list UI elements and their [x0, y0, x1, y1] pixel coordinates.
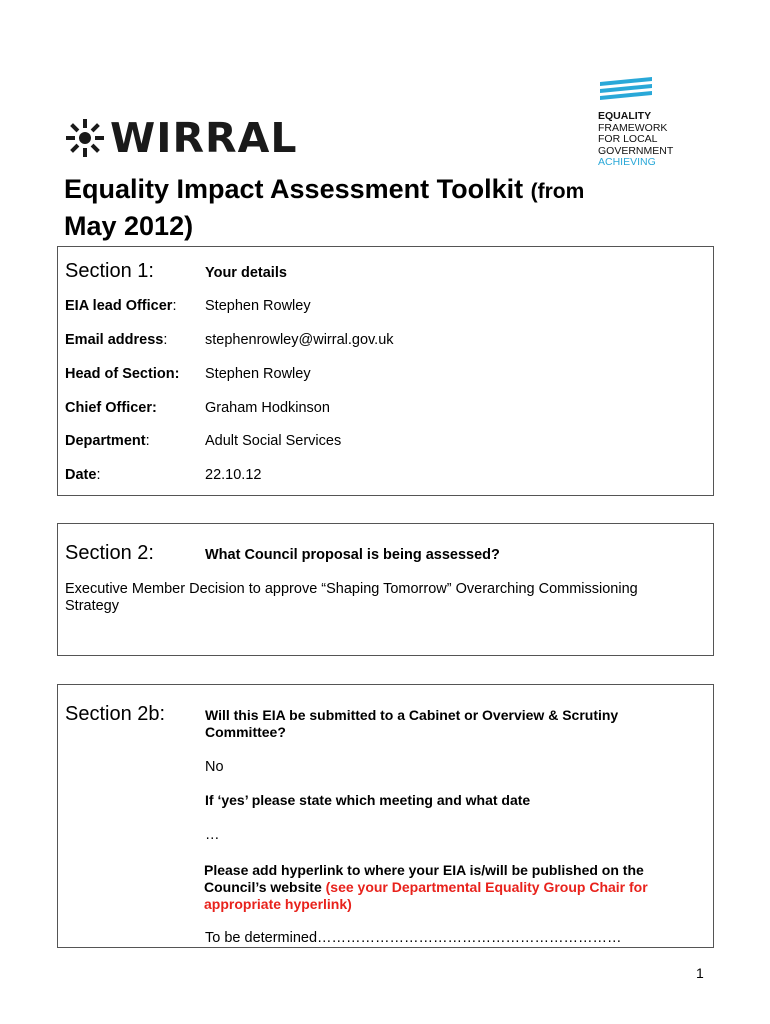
- hyperlink-note-red: (see your Departmental Equality Group Chair for: [325, 879, 648, 895]
- hyperlink-note-red-2: appropriate hyperlink): [204, 896, 352, 912]
- head-of-section-value: Stephen Rowley: [205, 366, 311, 382]
- eia-lead-officer-label: EIA lead Officer:: [65, 298, 177, 314]
- efg-line-1: EQUALITY: [598, 110, 652, 122]
- page-title: [64, 172, 704, 244]
- hyperlink-question: Please add hyperlink to where your EIA is/will be published on the Council’s website (see your Departmental Equality Group Chair for appropriate hyperlink): [204, 862, 648, 912]
- section-2-heading: Section 2:: [65, 542, 154, 564]
- title-main: Equality Impact Assessment Toolkit: [64, 174, 524, 204]
- section-2-answer: Executive Member Decision to approve “Shaping Tomorrow” Overarching Commissioning Strategy: [65, 581, 638, 614]
- wirral-logo-text: WIRRAL: [110, 113, 298, 162]
- head-of-section-label: Head of Section:: [65, 366, 180, 382]
- section-2b-answer: No: [205, 759, 224, 775]
- if-yes-question: If ‘yes’ please state which meeting and what date: [205, 792, 531, 808]
- department-value: Adult Social Services: [205, 433, 342, 449]
- email-address-label: Email address:: [65, 332, 168, 348]
- chief-officer-label: Chief Officer:: [65, 400, 157, 416]
- equality-framework-logo: [598, 74, 718, 169]
- efg-line-5: ACHIEVING: [598, 156, 656, 168]
- title-from: (from: [530, 180, 585, 203]
- email-address-value: stephenrowley@wirral.gov.uk: [205, 332, 394, 348]
- if-yes-answer: …: [205, 827, 220, 843]
- wirral-logo: [64, 113, 312, 162]
- efg-line-3: FOR LOCAL: [598, 133, 658, 145]
- hyperlink-answer: To be determined………………………………………………………: [205, 930, 622, 946]
- section-2b-question: Will this EIA be submitted to a Cabinet or Overview & Scrutiny Committee?: [205, 707, 619, 740]
- section-2-question: What Council proposal is being assessed?: [205, 547, 500, 563]
- section-2b-heading: Section 2b:: [65, 703, 166, 725]
- date-value: 22.10.12: [205, 467, 262, 483]
- section-1-heading: Section 1:: [65, 260, 154, 282]
- section-1-subheading: Your details: [205, 265, 287, 281]
- title-line2: May 2012): [64, 211, 194, 241]
- eia-lead-officer-value: Stephen Rowley: [205, 298, 311, 314]
- wirral-burst-icon: [64, 117, 106, 159]
- date-label: Date:: [65, 467, 101, 483]
- department-label: Department:: [65, 433, 150, 449]
- chief-officer-value: Graham Hodkinson: [205, 400, 330, 416]
- equality-bars-icon: [598, 74, 654, 102]
- efg-line-2: FRAMEWORK: [598, 121, 668, 134]
- page-number: 1: [696, 965, 704, 981]
- efg-line-4: GOVERNMENT: [598, 144, 674, 157]
